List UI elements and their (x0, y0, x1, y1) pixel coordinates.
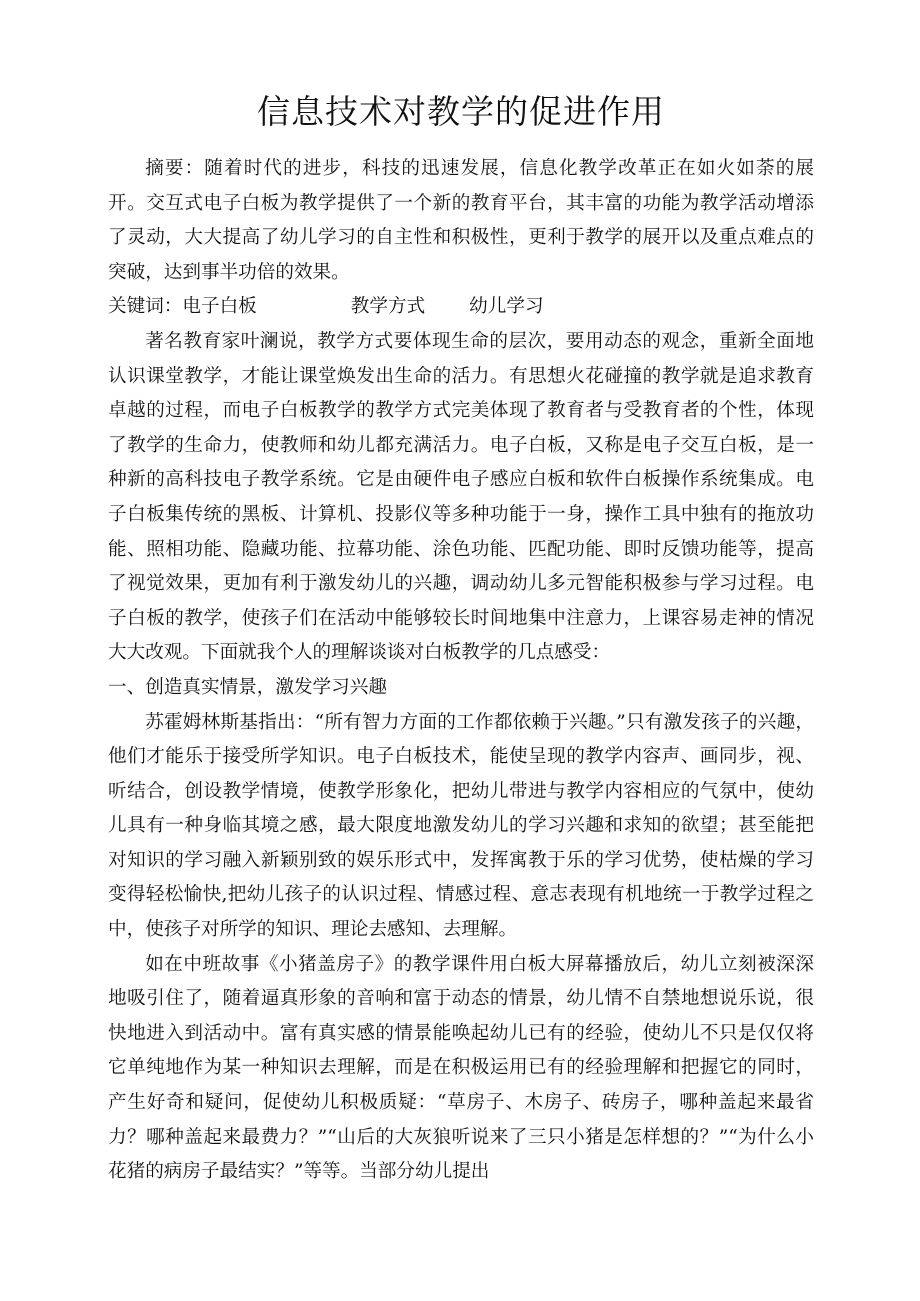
section-heading: 一、创造真实情景，激发学习兴趣 (108, 676, 387, 698)
abstract-paragraph: 摘要：随着时代的进步，科技的迅速发展，信息化教学改革正在如火如荼的展开。交互式电子白板为教学提供了一个新的教育平台，其丰富的功能为教学活动增添了灵动，大大提高了幼儿学习的自主性和积极性，更利于教学的展开以及重点难点的突破，达到事半功倍的效果。 (108, 158, 814, 283)
keywords-label: 关键词： (108, 296, 183, 318)
body-paragraph: 苏霍姆林斯基指出：“所有智力方面的工作都依赖于兴趣。”只有激发孩子的兴趣，他们才能乐于接受所学知识。电子白板技术，能使呈现的教学内容声、画同步，视、听结合，创设教学情境，使教学形象化，把幼儿带进与教学内容相应的气氛中，使幼儿具有一种身临其境之感，最大限度地激发幼儿的学习兴趣和求知的欲望；甚至能把对知识的学习融入新颖别致的娱乐形式中，发挥寓教于乐的学习优势，使枯燥的学习变得轻松愉快,把幼儿孩子的认识过程、情感过程、意志表现有机地统一于教学过程之中，使孩子对所学的知识、理论去感知、去理解。 (108, 711, 814, 941)
intro-paragraph: 著名教育家叶澜说，教学方式要体现生命的层次，要用动态的观念，重新全面地认识课堂教学，才能让课堂焕发出生命的活力。有思想火花碰撞的教学就是追求教育卓越的过程，而电子白板教学的教学方式完美体现了教育者与受教育者的个性，体现了教学的生命力，使教师和幼儿都充满活力。电子白板，又称是电子交互白板，是一种新的高科技电子教学系统。它是由硬件电子感应白板和软件白板操作系统集成。电子白板集传统的黑板、计算机、投影仪等多种功能于一身，操作工具中独有的拖放功能、照相功能、隐藏功能、拉幕功能、涂色功能、匹配功能、即时反馈功能等，提高了视觉效果，更加有利于激发幼儿的兴趣，调动幼儿多元智能积极参与学习过程。电子白板的教学，使孩子们在活动中能够较长时间地集中注意力，上课容易走神的情况大大改观。下面就我个人的理解谈谈对白板教学的几点感受： (108, 330, 814, 664)
keywords-line (108, 290, 814, 325)
keyword-item: 电子白板 (182, 296, 257, 318)
document-title: 信息技术对教学的促进作用 (257, 92, 665, 131)
keyword-item: 教学方式 (350, 296, 426, 318)
keyword-item: 幼儿学习 (469, 296, 544, 318)
body-paragraph: 如在中班故事《小猪盖房子》的教学课件用白板大屏幕播放后，幼儿立刻被深深地吸引住了，随着逼真形象的音响和富于动态的情景，幼儿情不自禁地想说乐说，很快地进入到活动中。富有真实感的情景能唤起幼儿已有的经验，使幼儿不只是仅仅将它单纯地作为某一种知识去理解，而是在积极运用已有的经验理解和把握它的同时，产生好奇和疑问，促使幼儿积极质疑：“草房子、木房子、砖房子，哪种盖起来最省力？哪种盖起来最费力？”“山后的大灰狼听说来了三只小猪是怎样想的？”“为什么小花猪的病房子最结实？”等等。当部分幼儿提出 (108, 953, 814, 1183)
document-page (108, 86, 814, 1190)
